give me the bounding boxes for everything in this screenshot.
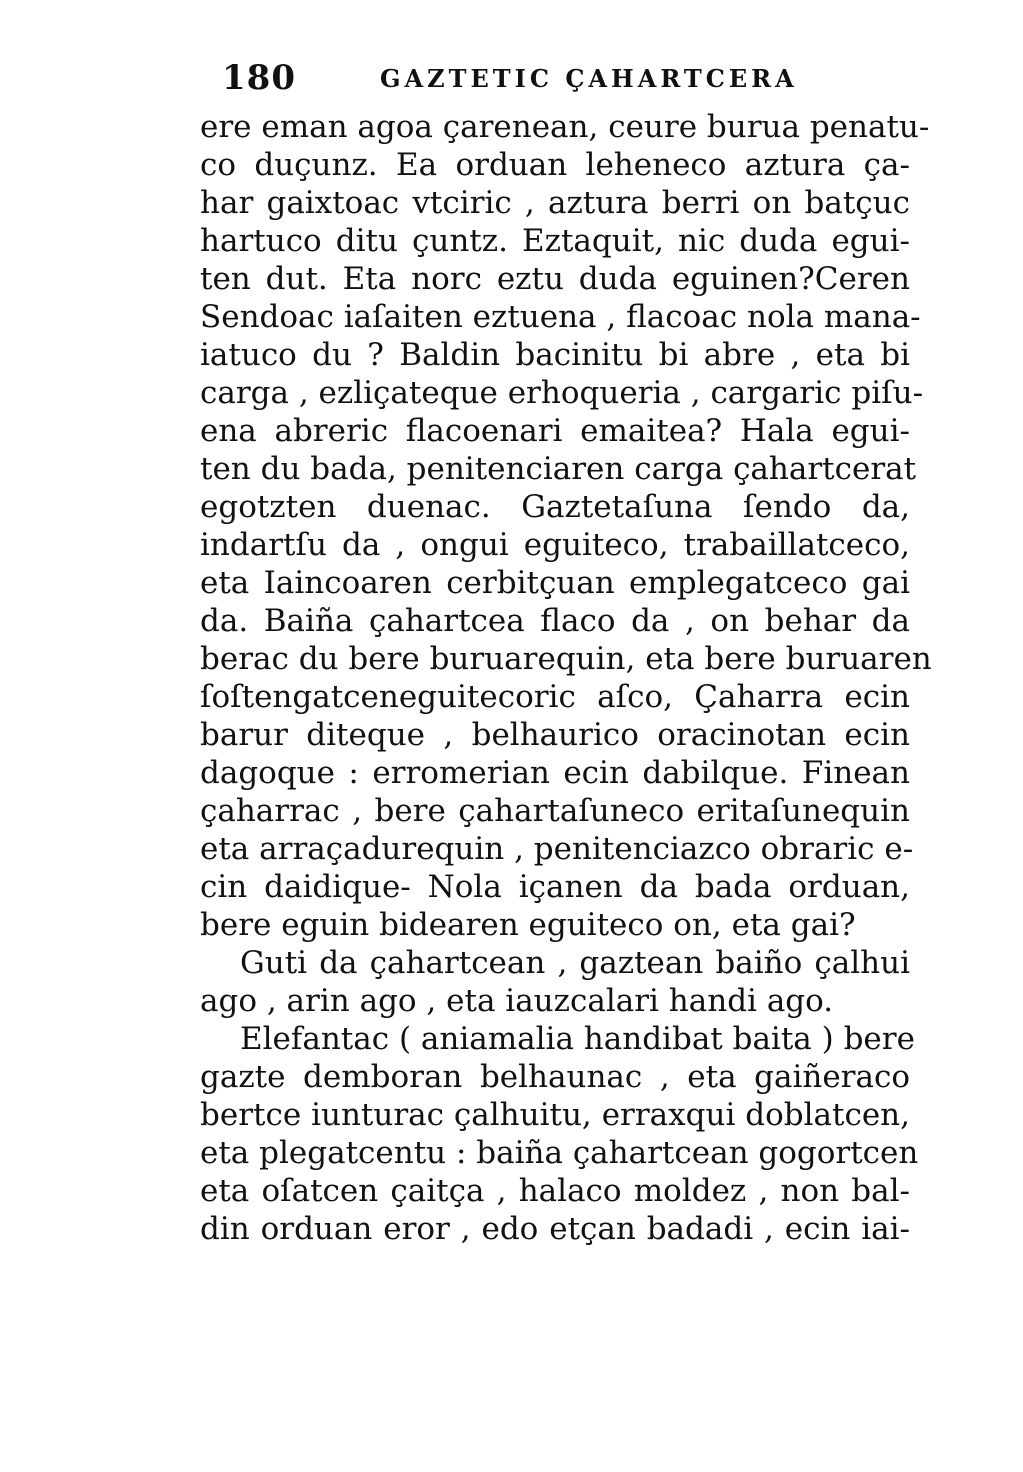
text-line: dagoque : erromerian ecin dabilque. Finean xyxy=(200,755,910,791)
text-line: din orduan eror , edo etçan badadi , ecin iai- xyxy=(200,1211,910,1247)
text-line: Guti da çahartcean , gaztean baiño çalhui xyxy=(240,945,910,981)
text-line: berac du bere buruarequin, eta bere buruaren xyxy=(200,641,932,677)
text-line: carga , ezliçateque erhoqueria , cargaric piſu- xyxy=(200,375,924,411)
text-line: Elefantac ( aniamalia handibat baita ) bere xyxy=(240,1021,915,1057)
text-line: iatuco du ? Baldin bacinitu bi abre , eta bi xyxy=(200,337,910,373)
text-line: har gaixtoac vtciric , aztura berri on batçuc xyxy=(200,185,910,221)
text-line: ſoſtengatceneguitecoric aſco, Çaharra ecin xyxy=(200,679,910,715)
text-line: bere eguin bidearen eguiteco on, eta gai? xyxy=(200,907,856,943)
running-head: GAZTETIC ÇAHARTCERA xyxy=(380,64,798,93)
text-line: eta arraçadurequin , penitenciazco obraric e- xyxy=(200,831,914,867)
text-line: indartſu da , ongui eguiteco, trabaillatceco, xyxy=(200,527,910,563)
text-line: egotzten duenac. Gaztetaſuna ſendo da, xyxy=(200,489,910,525)
text-line: eta plegatcentu : baiña çahartcean gogortcen xyxy=(200,1135,919,1171)
text-line: ena abreric flacoenari emaitea? Hala egui- xyxy=(200,413,910,449)
text-line: Sendoac iaſaiten eztuena , flacoac nola mana- xyxy=(200,299,921,335)
text-line: cin daidique- Nola içanen da bada orduan, xyxy=(200,869,910,905)
text-line: ago , arin ago , eta iauzcalari handi ago. xyxy=(200,983,834,1019)
text-line: çaharrac , bere çahartaſuneco eritaſunequin xyxy=(200,793,910,829)
text-line: co duçunz. Ea orduan leheneco aztura ça- xyxy=(200,147,910,183)
text-line: bertce iunturac çalhuitu, erraxqui doblatcen, xyxy=(200,1097,910,1133)
text-line: eta Iaincoaren cerbitçuan emplegatceco gai xyxy=(200,565,910,601)
body-text xyxy=(200,108,932,1248)
page-header xyxy=(222,58,862,98)
text-line: gazte demboran belhaunac , eta gaiñeraco xyxy=(200,1059,910,1095)
text-line: ere eman agoa çarenean, ceure burua penatu- xyxy=(200,109,930,145)
text-line: eta oſatcen çaitça , halaco moldez , non bal- xyxy=(200,1173,910,1209)
text-line: barur diteque , belhaurico oracinotan ecin xyxy=(200,717,910,753)
text-line: hartuco ditu çuntz. Eztaquit, nic duda egui- xyxy=(200,223,910,259)
text-line: ten dut. Eta norc eztu duda eguinen?Ceren xyxy=(200,261,910,297)
page-number: 180 xyxy=(222,58,296,98)
text-line: ten du bada, penitenciaren carga çahartcerat xyxy=(200,451,917,487)
text-line: da. Baiña çahartcea flaco da , on behar da xyxy=(200,603,910,639)
